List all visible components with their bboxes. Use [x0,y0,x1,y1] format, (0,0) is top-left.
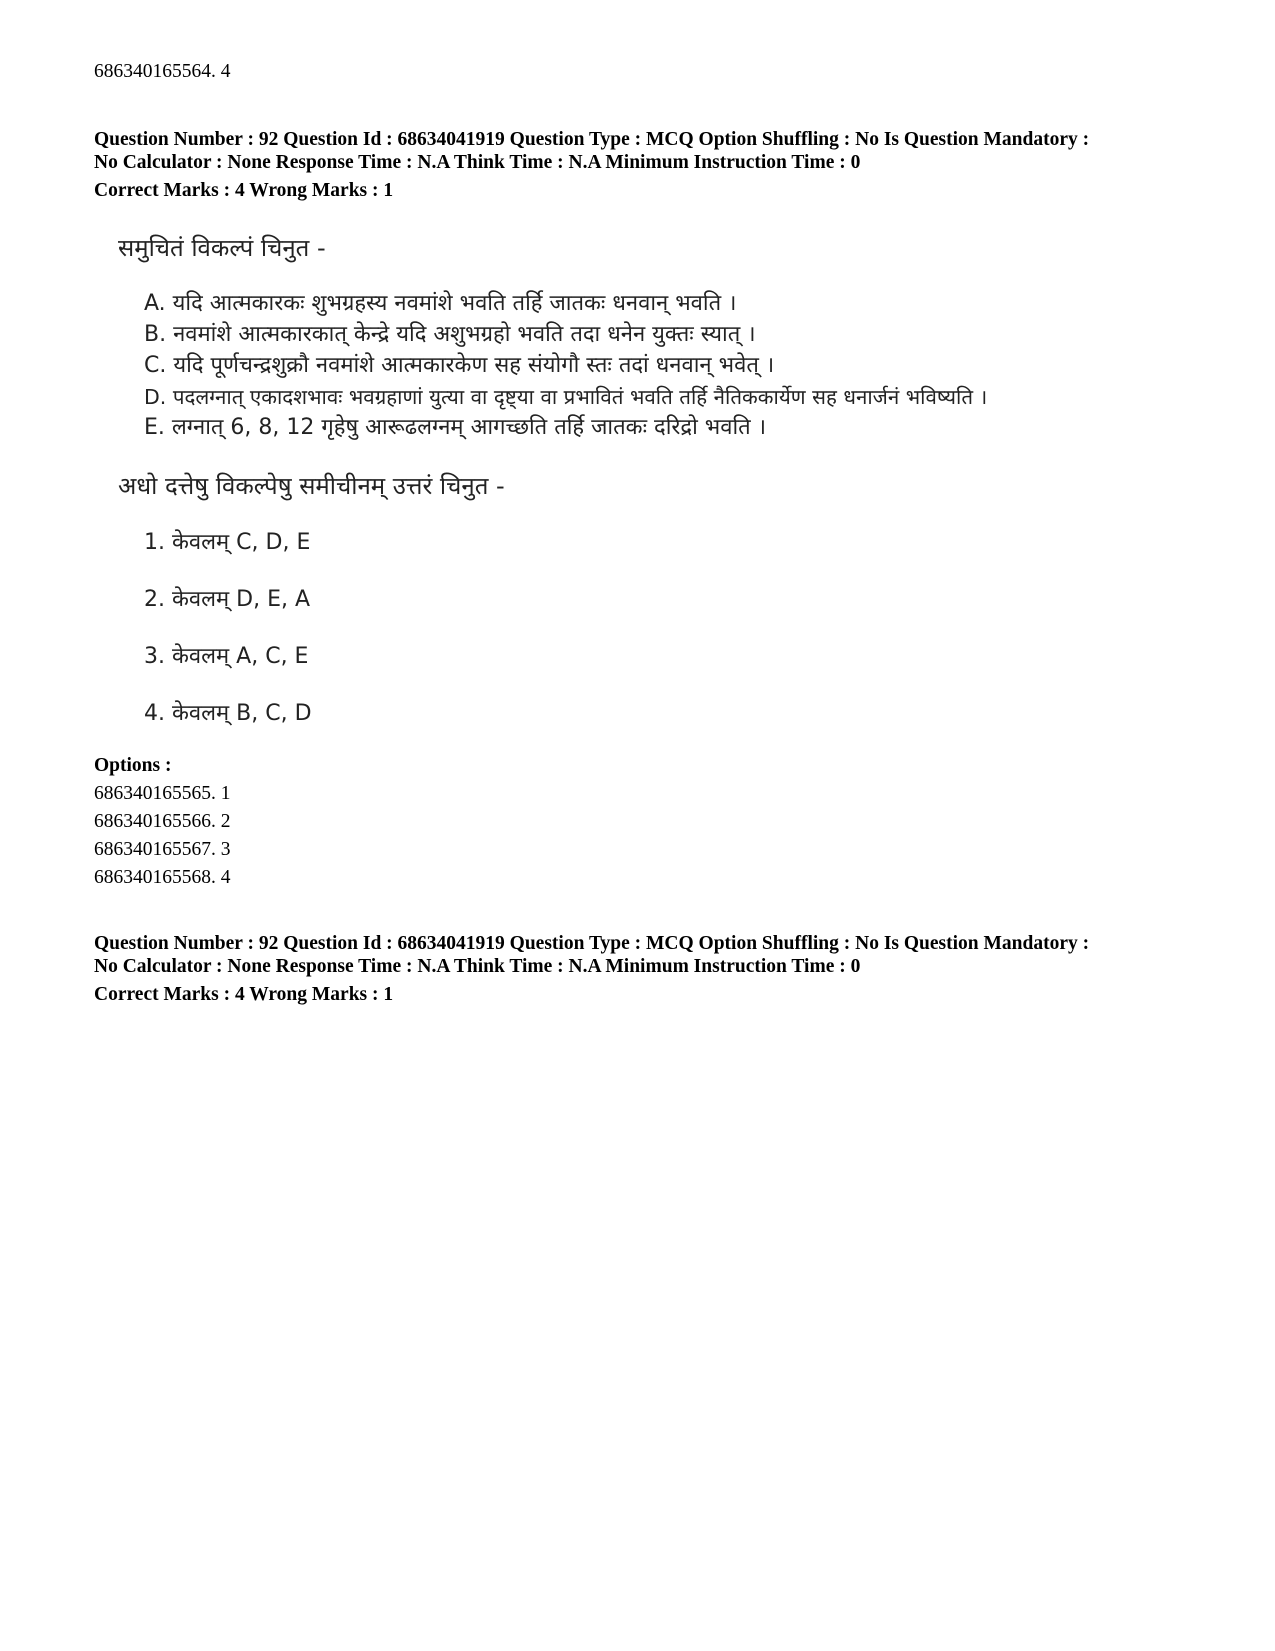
option-2: 686340165566. 2 [94,811,231,832]
choice-3: 3. केवलम् A, C, E [144,644,309,669]
answer-prompt: अधो दत्तेषु विकल्पेषु समीचीनम् उत्तरं चिनुत - [118,472,505,500]
question-instruction: समुचितं विकल्पं चिनुत - [118,234,326,262]
options-label: Options : [94,755,172,776]
option-4: 686340165568. 4 [94,867,231,888]
option-1: 686340165565. 1 [94,783,231,804]
question-marks-line: Correct Marks : 4 Wrong Marks : 1 [94,180,394,201]
next-question-marks-line: Correct Marks : 4 Wrong Marks : 1 [94,984,394,1005]
choice-4: 4. केवलम् B, C, D [144,701,312,726]
question-header-line-2: No Calculator : None Response Time : N.A Think Time : N.A Minimum Instruction Time : 0 [94,152,861,173]
statement-e: E. लग्नात् 6, 8, 12 गृहेषु आरूढलग्नम् आगच्छति तर्हि जातकः दरिद्रो भवति । [144,415,767,440]
previous-option-line: 686340165564. 4 [94,61,231,82]
statement-a: A. यदि आत्मकारकः शुभग्रहस्य नवमांशे भवति तर्हि जातकः धनवान् भवति । [144,291,737,316]
choice-2: 2. केवलम् D, E, A [144,587,311,612]
next-question-header-line-1: Question Number : 92 Question Id : 68634041919 Question Type : MCQ Option Shuffling : No Is Question Mandatory : [94,933,1090,954]
next-question-header-line-2: No Calculator : None Response Time : N.A Think Time : N.A Minimum Instruction Time : 0 [94,956,861,977]
statement-d: D. पदलग्नात् एकादशभावः भवग्रहाणां युत्या वा दृष्ट्या वा प्रभावितं भवति तर्हि नैतिककार्येण सह धनार्जनं भविष्यति । [144,385,988,409]
statement-c: C. यदि पूर्णचन्द्रशुक्रौ नवमांशे आत्मकारकेण सह संयोगौ स्तः तदां धनवान् भवेत् । [144,353,775,378]
statement-b: B. नवमांशे आत्मकारकात् केन्द्रे यदि अशुभग्रहो भवति तदा धनेन युक्तः स्यात् । [144,322,756,347]
choice-1: 1. केवलम् C, D, E [144,530,311,555]
option-3: 686340165567. 3 [94,839,231,860]
question-header-line-1: Question Number : 92 Question Id : 68634041919 Question Type : MCQ Option Shuffling : No Is Question Mandatory : [94,129,1090,150]
